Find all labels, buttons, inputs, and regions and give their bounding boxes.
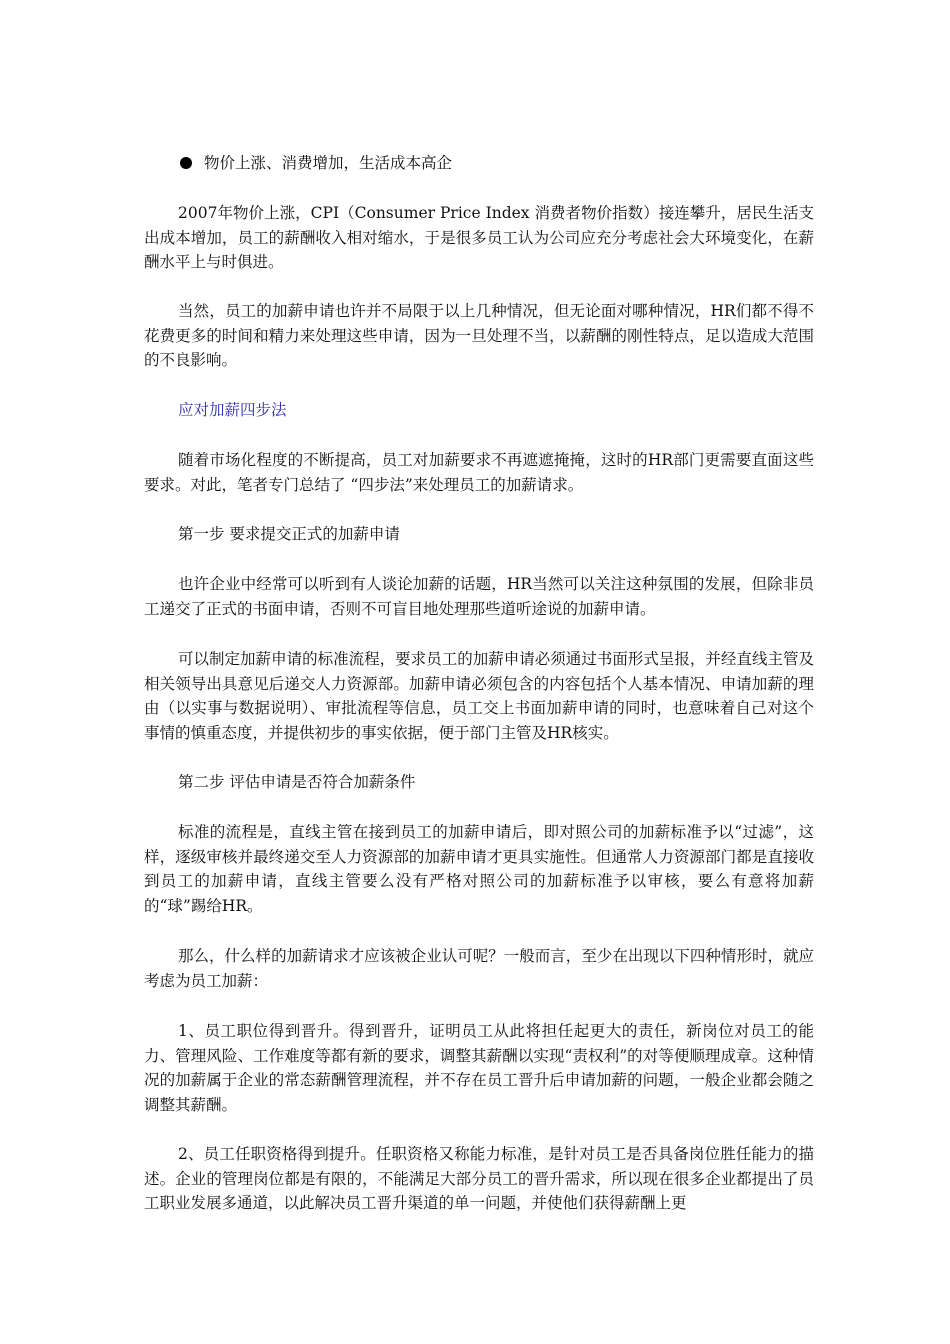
- step-two-heading: 第二步 评估申请是否符合加薪条件: [178, 773, 416, 791]
- paragraph-formal-request: 也许企业中经常可以听到有人谈论加薪的话题，HR当然可以关注这种氛围的发展，但除非员工递交了正式的书面申请，否则不可盲目地处理那些道听途说的加薪申请。: [144, 575, 814, 618]
- paragraph-cpi: 2007年物价上涨，CPI（Consumer Price Index 消费者物价指数）接连攀升，居民生活支出成本增加，员工的薪酬收入相对缩水，于是很多员工认为公司应充分考虑社会大环境变化，在薪酬水平上与时俱进。: [144, 204, 814, 271]
- section-heading: 应对加薪四步法: [178, 401, 287, 419]
- paragraph-promotion: 1、员工职位得到晋升。得到晋升，证明员工从此将担任起更大的责任，新岗位对员工的能力、管理风险、工作难度等都有新的要求，调整其薪酬以实现“责权利”的对等便顺理成章。这种情况的加薪属于企业的常态薪酬管理流程，并不存在员工晋升后申请加薪的问题，一般企业都会随之调整其薪酬。: [144, 1022, 814, 1114]
- bullet-dot-icon: [180, 157, 192, 169]
- paragraph-hr-handling: 当然，员工的加薪申请也许并不局限于以上几种情况，但无论面对哪种情况，HR们都不得不花费更多的时间和精力来处理这些申请，因为一旦处理不当，以薪酬的刚性特点，足以造成大范围的不良影响。: [144, 302, 814, 369]
- bullet-text: 物价上涨、消费增加，生活成本高企: [204, 154, 453, 172]
- paragraph-conditions: 那么，什么样的加薪请求才应该被企业认可呢？一般而言，至少在出现以下四种情形时，就应考虑为员工加薪：: [144, 947, 814, 990]
- paragraph-market: 随着市场化程度的不断提高，员工对加薪要求不再遮遮掩掩，这时的HR部门更需要直面这些要求。对此，笔者专门总结了 “四步法”来处理员工的加薪请求。: [144, 451, 814, 494]
- bullet-item: [180, 152, 452, 174]
- paragraph-standard-process: 可以制定加薪申请的标准流程，要求员工的加薪申请必须通过书面形式呈报，并经直线主管及相关领导出具意见后递交人力资源部。加薪申请必须包含的内容包括个人基本情况、申请加薪的理由（以实事与数据说明）、审批流程等信息，员工交上书面加薪申请的同时，也意味着自己对这个事情的慎重态度，并提供初步的事实依据，便于部门主管及HR核实。: [144, 650, 814, 742]
- paragraph-qualification: 2、员工任职资格得到提升。任职资格又称能力标准，是针对员工是否具备岗位胜任能力的描述。企业的管理岗位都是有限的，不能满足大部分员工的晋升需求，所以现在很多企业都提出了员工职业发展多通道，以此解决员工晋升渠道的单一问题，并使他们获得薪酬上更: [144, 1145, 814, 1212]
- step-one-heading: 第一步 要求提交正式的加薪申请: [178, 525, 400, 543]
- paragraph-filter: 标准的流程是，直线主管在接到员工的加薪申请后，即对照公司的加薪标准予以“过滤”，这样，逐级审核并最终递交至人力资源部的加薪申请才更具实施性。但通常人力资源部门都是直接收到员工的加薪申请，直线主管要么没有严格对照公司的加薪标准予以审核，要么有意将加薪的“球”踢给HR。: [144, 823, 814, 915]
